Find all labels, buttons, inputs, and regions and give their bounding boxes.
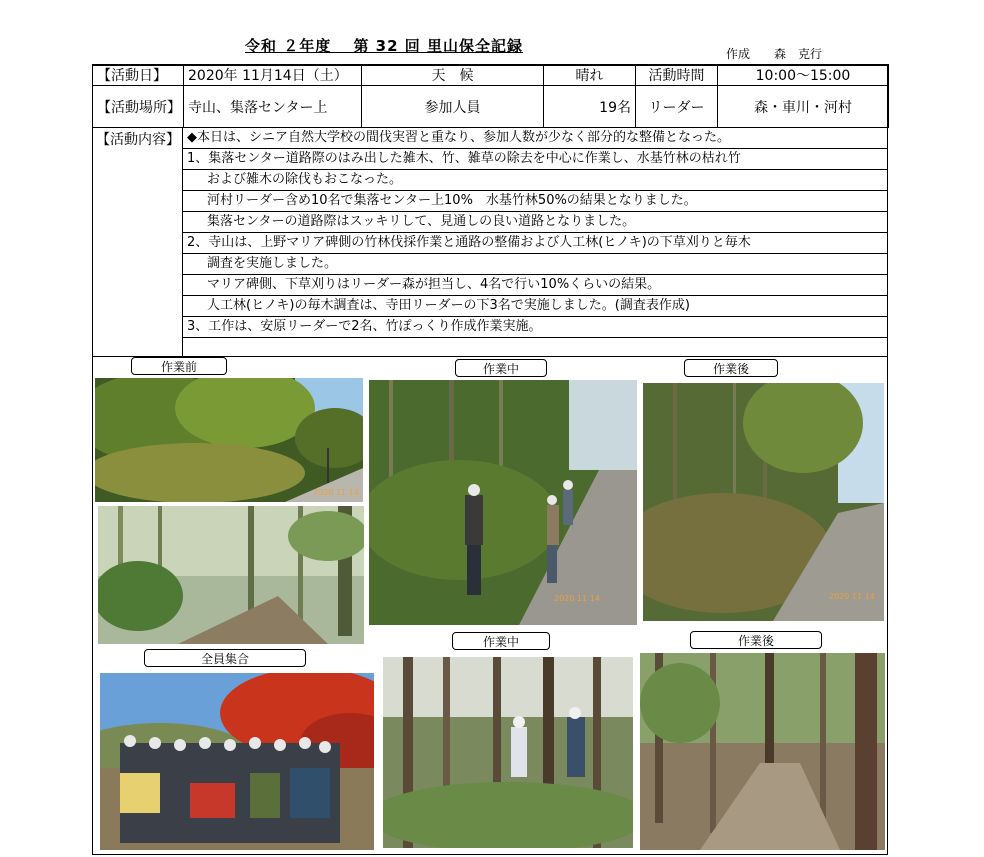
leader-value: 森・車川・河村	[718, 86, 889, 128]
label-after-1: 作業後	[684, 359, 778, 377]
date-label: 【活動日】	[93, 65, 184, 86]
label-during-2: 作業中	[452, 632, 550, 650]
content-line: マリア碑側、下草刈りはリーダー森が担当し、4名で行い10%くらいの結果。	[183, 274, 888, 295]
participants-value: 19名	[544, 86, 636, 128]
label-after-2: 作業後	[690, 631, 822, 649]
author: 作成 森 克行	[726, 47, 823, 61]
time-label: 活動時間	[636, 65, 718, 86]
photo-after-forest	[640, 653, 885, 850]
photo-before-bamboo-path	[98, 506, 364, 644]
photo-after-roadside	[643, 383, 884, 621]
date-value: 2020年 11月14日（土）	[184, 65, 362, 86]
page-title: 令和 ２年度 第 32 回 里山保全記録	[245, 37, 523, 55]
content-line: および雑木の除伐もおこなった。	[183, 169, 888, 190]
content-line: 3、工作は、安原リーダーで2名、竹ぽっくり作成作業実施。	[183, 316, 888, 337]
label-all-members: 全員集合	[144, 649, 306, 667]
photo-all-members	[100, 673, 374, 850]
photo-before-roadside	[95, 378, 363, 502]
content-line: 集落センターの道路際はスッキリして、見通しの良い道路となりました。	[183, 211, 888, 232]
place-value: 寺山、集落センター上	[184, 86, 362, 128]
date-stamp: 2020 11 14	[554, 594, 600, 603]
label-before: 作業前	[131, 357, 227, 375]
content-line-empty	[183, 337, 888, 357]
leader-label: リーダー	[636, 86, 718, 128]
label-during-1: 作業中	[455, 359, 547, 377]
content-line: ◆本日は、シニア自然大学校の間伐実習と重なり、参加人数が少なく部分的な整備となった。	[183, 127, 888, 148]
time-value: 10:00～15:00	[718, 65, 889, 86]
content-line: 2、寺山は、上野マリア碑側の竹林伐採作業と通路の整備および人工林(ヒノキ)の下草刈りと毎木	[183, 232, 888, 253]
weather-label: 天 候	[362, 65, 544, 86]
content-label-cell	[92, 127, 183, 357]
date-stamp: 2020 11 14	[313, 488, 359, 497]
date-stamp: 2020 11 14	[829, 592, 875, 601]
participants-label: 参加人員	[362, 86, 544, 128]
photo-during-roadside	[369, 380, 637, 625]
content-line: 調査を実施しました。	[183, 253, 888, 274]
header-table	[92, 64, 889, 128]
photo-during-forest	[383, 657, 633, 848]
content-line: 人工林(ヒノキ)の毎木調査は、寺田リーダーの下3名で実施しました。(調査表作成)	[183, 295, 888, 316]
content-label: 【活動内容】	[96, 132, 180, 148]
content-line: 河村リーダー含め10名で集落センター上10% 水基竹林50%の結果となりました。	[183, 190, 888, 211]
weather-value: 晴れ	[544, 65, 636, 86]
place-label: 【活動場所】	[93, 86, 184, 128]
content-line: 1、集落センター道路際のはみ出した雑木、竹、雑草の除去を中心に作業し、水基竹林の枯れ竹	[183, 148, 888, 169]
